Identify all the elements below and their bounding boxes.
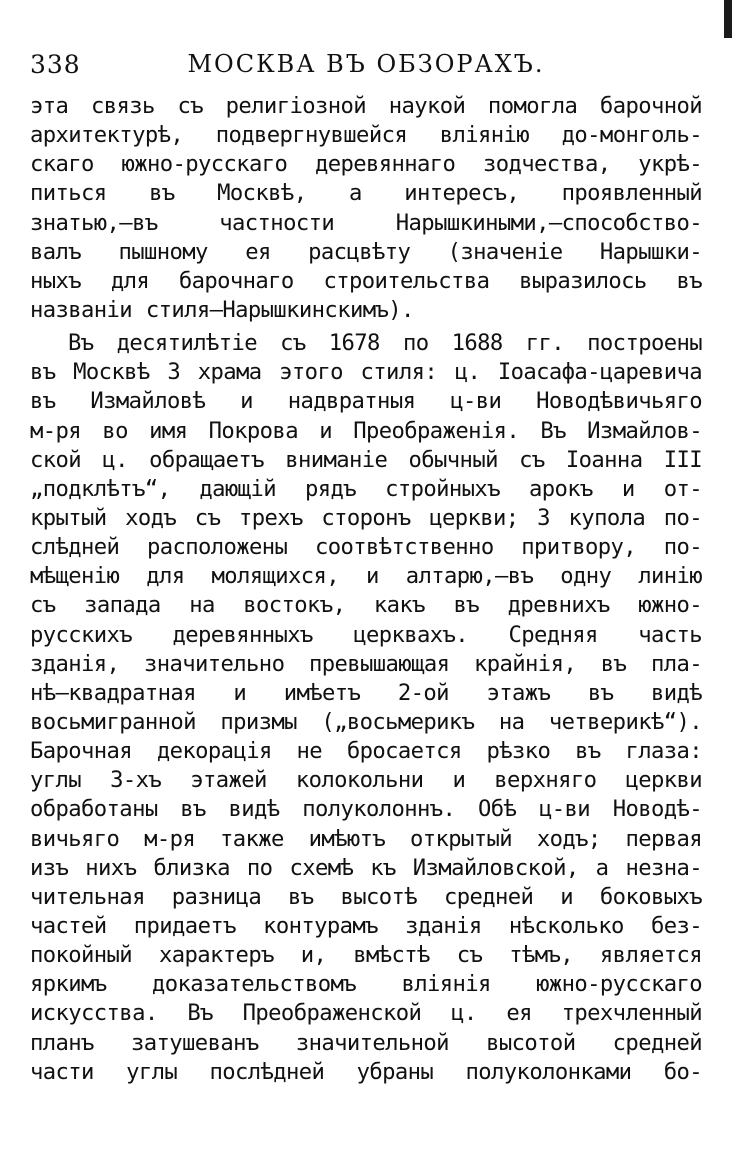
body-text: [30, 92, 702, 1087]
text-line: въ Москвѣ 3 храма этого стиля: ц. Іоасафа-царевича: [30, 359, 702, 386]
text-line: крытый ходъ съ трехъ сторонъ церкви; 3 купола по-: [30, 504, 702, 531]
text-line: обработаны въ видѣ полуколоннъ. Обѣ ц-ви Новодѣ-: [30, 796, 702, 823]
text-line: яркимъ доказательствомъ вліянія южно-русскаго: [30, 971, 702, 998]
text-line: покойный характеръ и, вмѣстѣ съ тѣмъ, является: [30, 942, 702, 969]
text-line: валъ пышному ея расцвѣту (значеніе Нарышки-: [30, 238, 702, 265]
text-line: изъ нихъ близка по схемѣ къ Измайловской, а незна-: [30, 854, 702, 881]
scan-edge-mark: [724, 0, 732, 38]
text-line: Барочная декорація не бросается рѣзко въ глаза:: [30, 738, 702, 765]
text-line: въ Измайловѣ и надвратныя ц-ви Новодѣвичьяго: [30, 388, 702, 415]
text-line: мѣщенію для молящихся, и алтарю,—въ одну линію: [30, 563, 702, 590]
text-line: „подклѣтъ“, дающій рядъ стройныхъ арокъ и от-: [30, 475, 702, 502]
text-line: скаго южно-русскаго деревяннаго зодчества, укрѣ-: [30, 151, 702, 178]
text-line: нѣ—квадратная и имѣетъ 2-ой этажъ въ видѣ: [30, 679, 702, 706]
page-number: 338: [30, 50, 81, 79]
text-line: планъ затушеванъ значительной высотой средней: [30, 1029, 702, 1056]
page-header: [30, 42, 702, 92]
text-line: вичьяго м-ря также имѣютъ открытый ходъ; первая: [30, 825, 702, 852]
text-line: знатью,—въ частности Нарышкиными,—способство-: [30, 209, 702, 236]
text-line: эта связь съ религіозной наукой помогла барочной: [30, 93, 702, 119]
text-line: названіи стиля—Нарышкинскимъ).: [30, 296, 414, 323]
text-line: искусства. Въ Преображенской ц. ея трехчленный: [30, 1000, 702, 1027]
text-line: Въ десятилѣтіе съ 1678 по 1688 гг. построены: [68, 330, 702, 357]
text-line: ской ц. обращаетъ вниманіе обычный съ Іоанна III: [30, 446, 702, 473]
text-line: зданія, значительно превышающая крайнія, въ пла-: [30, 650, 702, 677]
text-line: части углы послѣдней убраны полуколонками бо-: [30, 1058, 702, 1085]
text-line: слѣдней расположены соотвѣтственно притвору, по-: [30, 534, 702, 561]
text-line: углы 3-хъ этажей колокольни и верхняго церкви: [30, 767, 702, 794]
text-line: питься въ Москвѣ, а интересъ, проявленный: [30, 180, 702, 207]
text-line: частей придаетъ контурамъ зданія нѣсколько без-: [30, 912, 702, 939]
running-title: МОСКВА ВЪ ОБЗОРАХЪ.: [187, 50, 545, 78]
text-line: съ запада на востокъ, какъ въ древнихъ южно-: [30, 592, 702, 619]
text-line: чительная разница въ высотѣ средней и боковыхъ: [30, 883, 702, 910]
text-line: м-ря во имя Покрова и Преображенія. Въ Измайлов-: [30, 417, 702, 444]
text-line: восьмигранной призмы („восьмерикъ на четверикѣ“).: [30, 708, 702, 735]
text-line: ныхъ для барочнаго строительства выразилось въ: [30, 267, 702, 294]
text-line: архитектурѣ, подвергнувшейся вліянію до-монголь-: [30, 122, 702, 149]
book-page: [30, 42, 702, 1152]
text-line: русскихъ деревянныхъ церквахъ. Средняя часть: [30, 621, 702, 648]
